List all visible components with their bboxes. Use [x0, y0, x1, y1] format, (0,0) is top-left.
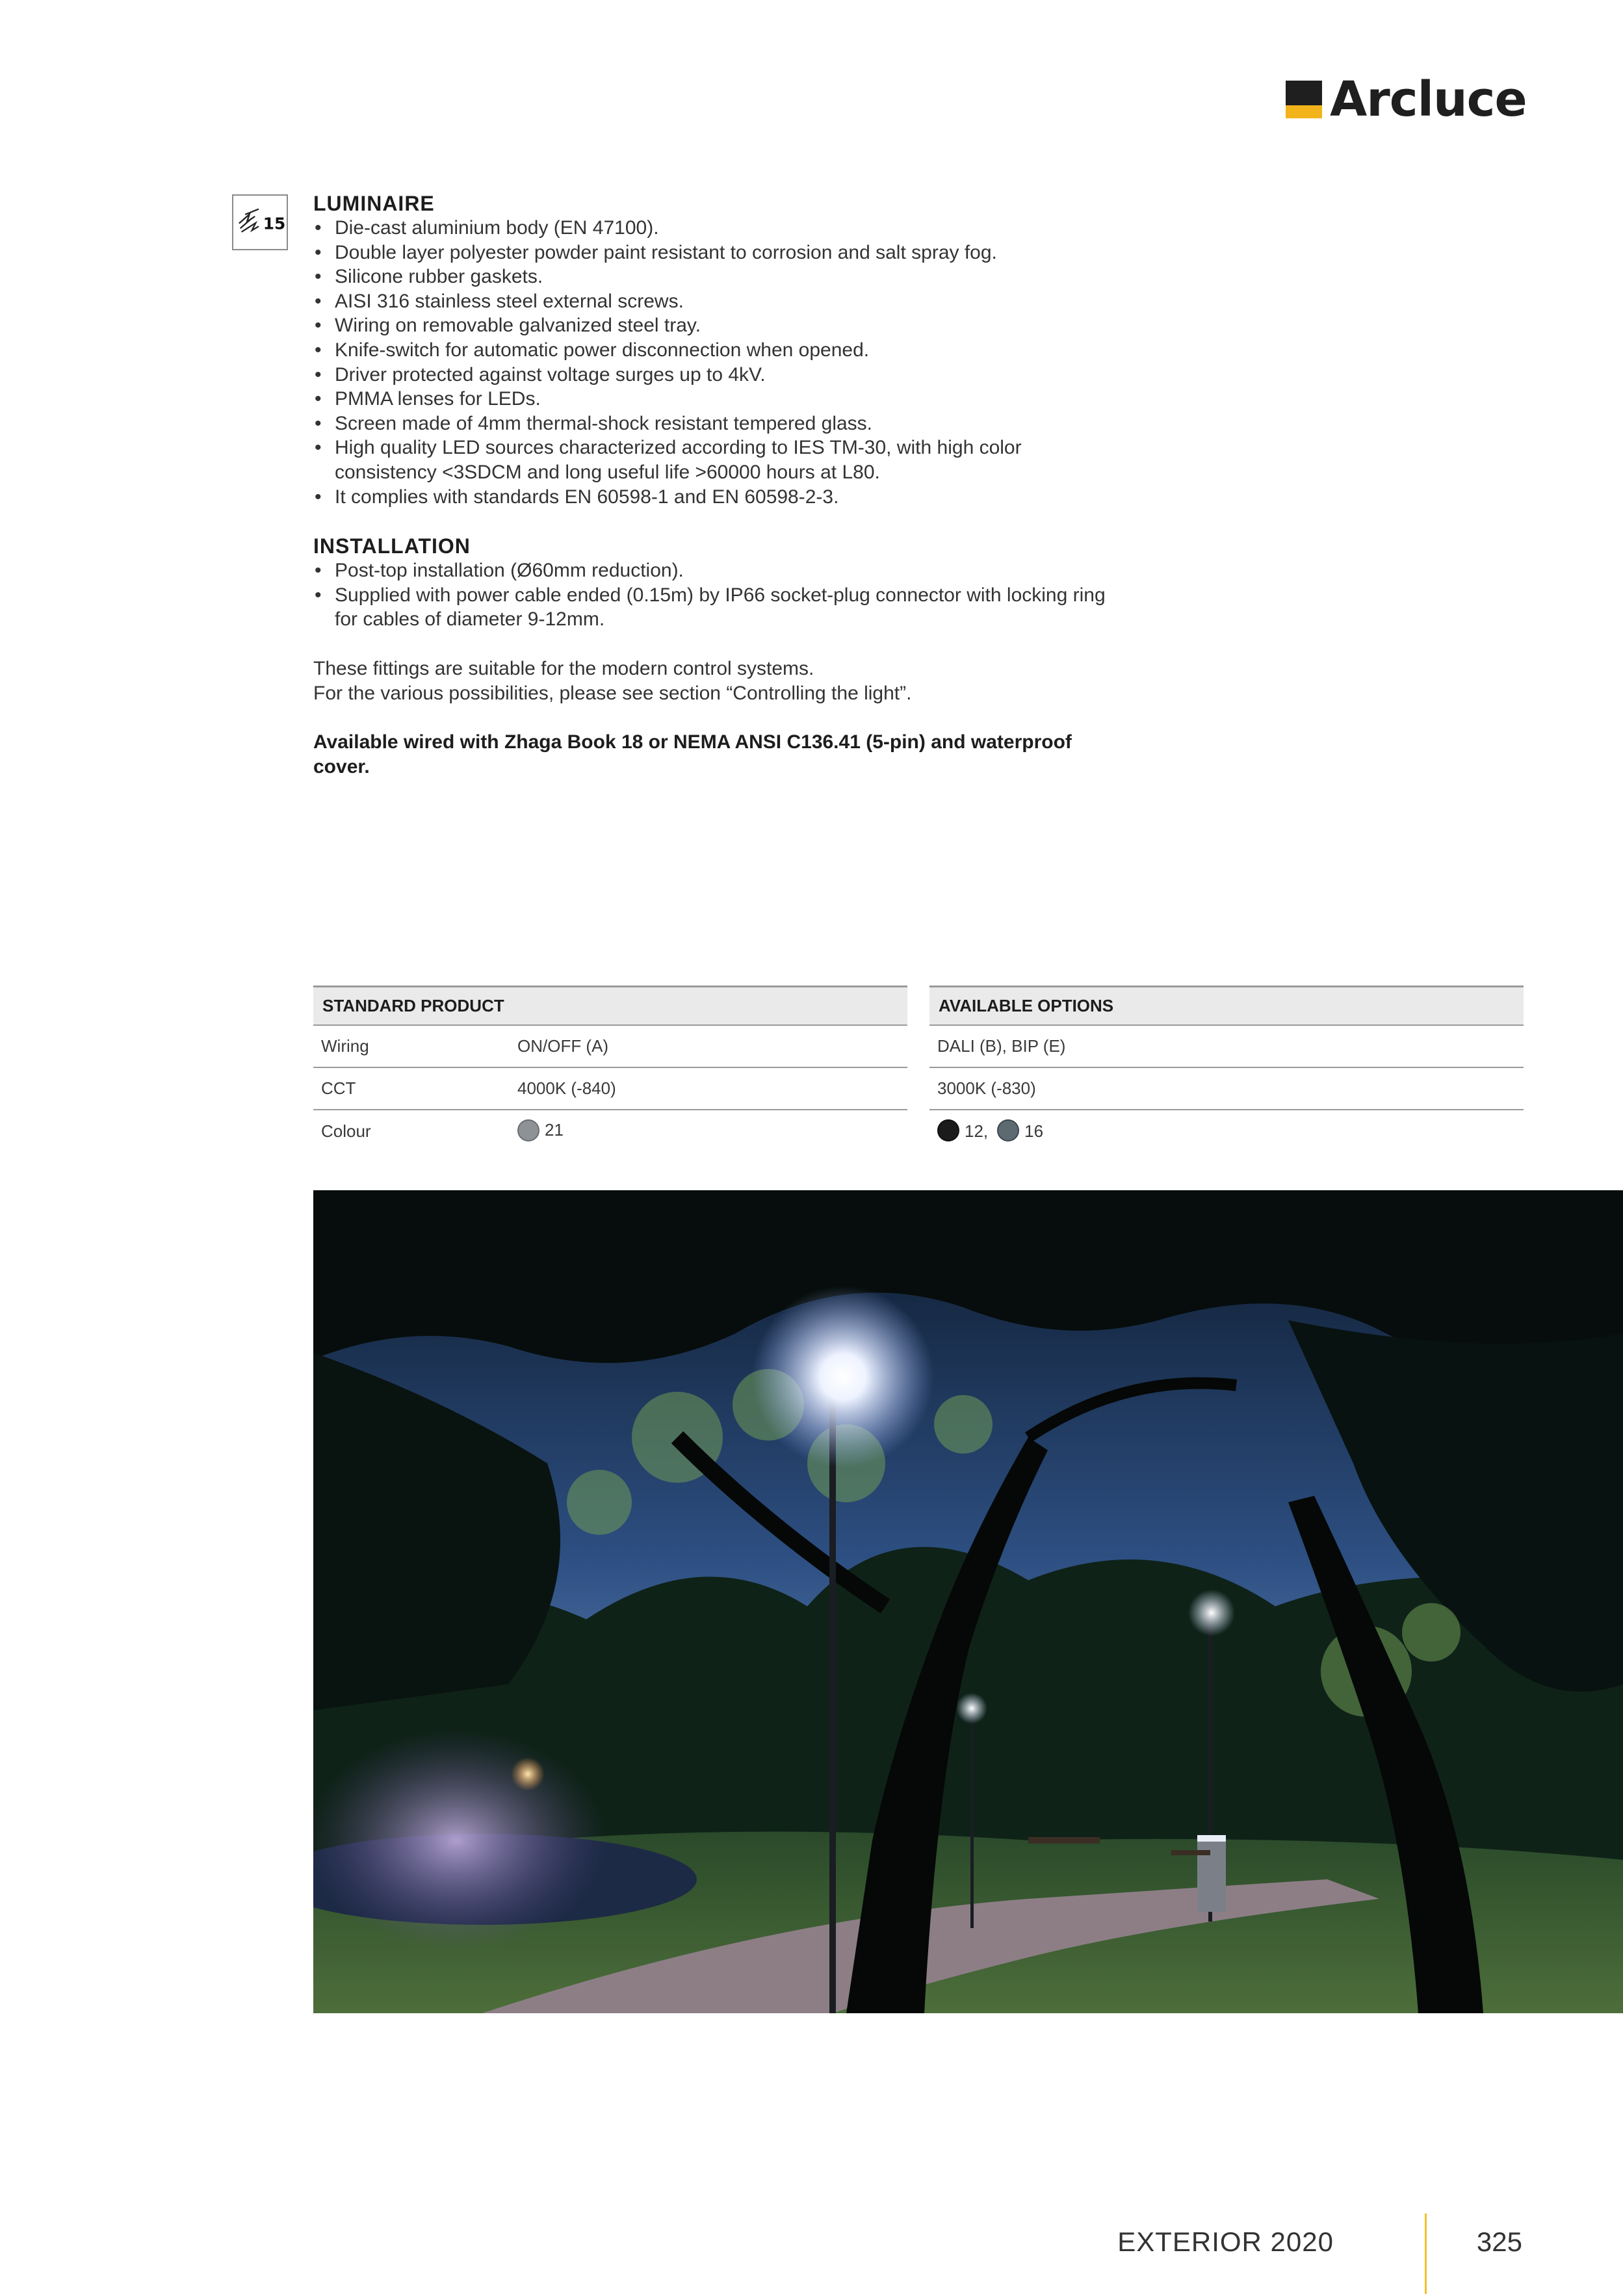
product-description [313, 191, 1113, 779]
luminaire-list [313, 216, 1113, 509]
list-item: • Knife-switch for automatic power disconnection when opened. [313, 338, 1113, 363]
list-item: • Die-cast aluminium body (EN 47100). [313, 216, 1113, 241]
footer-section-label: EXTERIOR 2020 [1117, 2226, 1334, 2257]
colour-swatch-icon [937, 1119, 959, 1141]
colour-code: 16 [1024, 1121, 1044, 1141]
list-item: • Supplied with power cable ended (0.15m) by IP66 socket-plug connector with locking ring for cables of diameter 9-12mm. [313, 583, 1108, 632]
list-item: • High quality LED sources characterized according to IES TM-30, with high color consistency <3SDCM and long useful life >60000 hours at L80. [313, 436, 1063, 484]
list-item: • PMMA lenses for LEDs. [313, 387, 1113, 411]
table-row [313, 1068, 907, 1110]
list-item: • Wiring on removable galvanized steel tray. [313, 313, 1113, 338]
colour-swatch-icon [517, 1119, 539, 1141]
list-item: • It complies with standards EN 60598-1 and EN 60598-2-3. [313, 485, 1113, 510]
installation-title: INSTALLATION [313, 534, 471, 558]
colour-swatch-icon [997, 1119, 1019, 1141]
ik-impact-rating-icon [232, 194, 288, 250]
colour-code: 12, [965, 1121, 989, 1141]
logo-mark-icon [1286, 81, 1322, 118]
available-options-table [929, 985, 1524, 1153]
list-item: • Screen made of 4mm thermal-shock resistant tempered glass. [313, 411, 1113, 436]
row-key: Wiring [321, 1036, 369, 1056]
list-item: • Silicone rubber gaskets. [313, 265, 1113, 289]
row-value: 4000K (-840) [517, 1078, 616, 1098]
available-options-header: AVAILABLE OPTIONS [929, 985, 1524, 1026]
standard-product-header: STANDARD PRODUCT [313, 985, 907, 1026]
controlling-light-note: For the various possibilities, please see section “Controlling the light”. [313, 682, 912, 704]
row-value: DALI (B), BIP (E) [937, 1036, 1066, 1056]
table-row [313, 1110, 907, 1153]
row-key: Colour [321, 1121, 371, 1141]
table-row [929, 1026, 1524, 1068]
page-footer [1117, 2213, 1522, 2294]
table-row [929, 1068, 1524, 1110]
row-value: 3000K (-830) [937, 1078, 1036, 1098]
zhaga-nema-note: Available wired with Zhaga Book 18 or NEMA ANSI C136.41 (5-pin) and waterproof cover. [313, 731, 1072, 777]
ik-rating-text: 15 [263, 214, 286, 233]
row-key: CCT [321, 1078, 356, 1098]
control-systems-note: These fittings are suitable for the modern control systems. [313, 657, 814, 679]
logo-wordmark: Arcluce [1330, 72, 1527, 127]
list-item: • Double layer polyester powder paint resistant to corrosion and salt spray fog. [313, 241, 1113, 265]
row-value: ON/OFF (A) [517, 1036, 609, 1056]
luminaire-title: LUMINAIRE [313, 192, 435, 215]
list-item: • AISI 316 stainless steel external screws. [313, 289, 1113, 314]
installation-list [313, 558, 1113, 632]
footer-divider [1425, 2213, 1427, 2294]
list-item: • Post-top installation (Ø60mm reduction). [313, 558, 1113, 583]
table-row [929, 1110, 1524, 1153]
table-row [313, 1026, 907, 1068]
standard-product-table [313, 985, 907, 1153]
colour-code: 21 [545, 1120, 564, 1140]
brand-logo [1286, 70, 1527, 129]
colour-value [517, 1120, 564, 1142]
park-night-photo [313, 1190, 1623, 2013]
list-item: • Driver protected against voltage surges up to 4kV. [313, 363, 1113, 387]
page-number: 325 [1476, 2226, 1522, 2257]
